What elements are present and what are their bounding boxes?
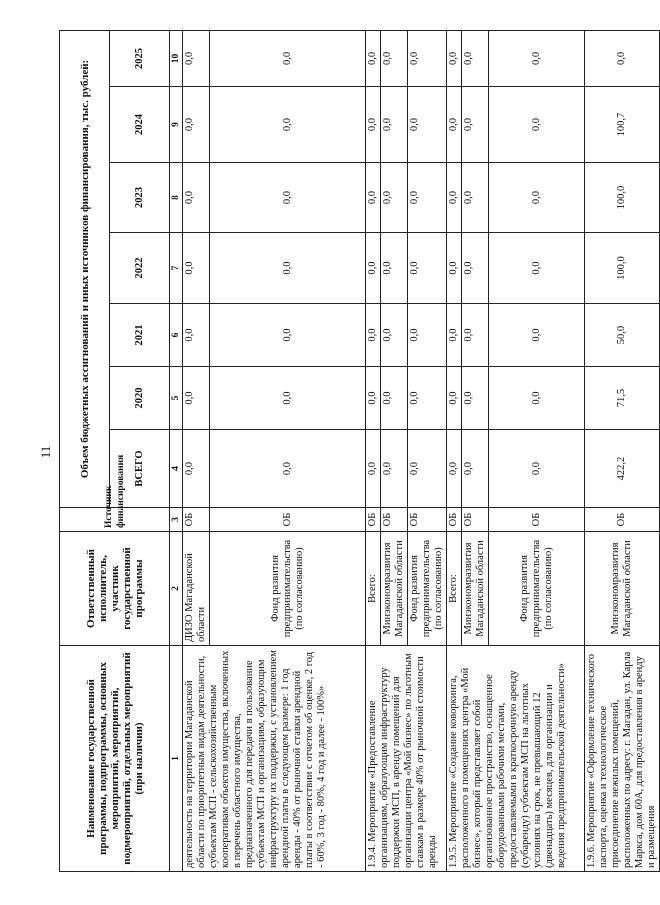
header-source: Источник финансирования xyxy=(60,508,170,532)
value-cell: 100,7 xyxy=(585,87,660,163)
value-cell: 0,0 xyxy=(489,87,585,163)
value-cell: 0,0 xyxy=(183,163,210,233)
value-cell: 0,0 xyxy=(183,304,210,367)
header-year-2022: 2022 xyxy=(110,233,170,304)
value-cell: 0,0 xyxy=(210,304,366,367)
executor-cell: Фонд развития предпринимательства (по согласованию) xyxy=(408,532,447,646)
value-cell: 0,0 xyxy=(183,430,210,508)
value-cell: 0,0 xyxy=(462,87,489,163)
source-cell: ОБ xyxy=(366,508,381,532)
value-cell: 0,0 xyxy=(381,304,408,367)
value-cell: 0,0 xyxy=(462,304,489,367)
table-row xyxy=(447,30,462,871)
executor-cell: Минэкономразвития Магаданской области xyxy=(381,532,408,646)
value-cell: 0,0 xyxy=(447,87,462,163)
col-number: 6 xyxy=(170,304,183,367)
value-cell: 100,0 xyxy=(585,163,660,233)
source-cell: ОБ xyxy=(381,508,408,532)
value-cell: 0,0 xyxy=(408,163,447,233)
value-cell: 0,0 xyxy=(408,430,447,508)
executor-cell: Всего: xyxy=(447,532,462,646)
header-year-2021: 2021 xyxy=(110,304,170,367)
funding-table xyxy=(59,30,660,872)
col-number: 4 xyxy=(170,430,183,508)
measure-name: 1.9.6. Мероприятие «Оформление технического паспорта, оценка и технологическое присоединение нежилых помещений, расположенных по адресу: г. Магадан, ул. Карла Маркса, дом 60А, для предоставления в аренду и размещения xyxy=(585,646,660,872)
executor-cell: Минэкономразвития Магаданской области xyxy=(585,532,660,646)
value-cell: 0,0 xyxy=(462,430,489,508)
value-cell: 100,0 xyxy=(585,233,660,304)
value-cell: 0,0 xyxy=(183,30,210,86)
value-cell: 0,0 xyxy=(210,87,366,163)
col-number: 7 xyxy=(170,233,183,304)
table-row xyxy=(183,30,210,871)
col-number: 8 xyxy=(170,163,183,233)
value-cell: 0,0 xyxy=(366,367,381,430)
value-cell: 0,0 xyxy=(408,87,447,163)
col-number: 2 xyxy=(170,532,183,646)
value-cell: 0,0 xyxy=(381,430,408,508)
column-number-row xyxy=(170,30,183,871)
value-cell: 0,0 xyxy=(489,30,585,86)
value-cell: 0,0 xyxy=(366,30,381,86)
source-cell: ОБ xyxy=(210,508,366,532)
value-cell: 0,0 xyxy=(462,367,489,430)
value-cell: 0,0 xyxy=(366,163,381,233)
value-cell: 0,0 xyxy=(489,233,585,304)
source-cell: ОБ xyxy=(447,508,462,532)
table-row xyxy=(585,30,660,871)
value-cell: 0,0 xyxy=(408,367,447,430)
header-executor: Ответственный исполнитель, участник государственной программы xyxy=(60,532,170,646)
col-number: 1 xyxy=(170,646,183,872)
value-cell: 0,0 xyxy=(408,304,447,367)
rotated-table-container xyxy=(59,31,657,872)
value-cell: 0,0 xyxy=(408,233,447,304)
source-cell: ОБ xyxy=(462,508,489,532)
source-cell: ОБ xyxy=(585,508,660,532)
value-cell: 0,0 xyxy=(210,430,366,508)
header-year-2025: 2025 xyxy=(110,30,170,86)
value-cell: 0,0 xyxy=(210,367,366,430)
value-cell: 0,0 xyxy=(381,30,408,86)
value-cell: 50,0 xyxy=(585,304,660,367)
header-total: ВСЕГО xyxy=(110,430,170,508)
value-cell: 0,0 xyxy=(210,233,366,304)
value-cell: 0,0 xyxy=(381,233,408,304)
table-row xyxy=(366,30,381,871)
value-cell: 0,0 xyxy=(447,163,462,233)
source-cell: ОБ xyxy=(489,508,585,532)
value-cell: 0,0 xyxy=(447,367,462,430)
executor-cell: ДИЗО Магаданской области xyxy=(183,532,210,646)
value-cell: 0,0 xyxy=(462,163,489,233)
executor-cell: Фонд развития предпринимательства (по согласованию) xyxy=(210,532,366,646)
value-cell: 0,0 xyxy=(489,430,585,508)
value-cell: 0,0 xyxy=(366,233,381,304)
value-cell: 0,0 xyxy=(489,304,585,367)
value-cell: 422,2 xyxy=(585,430,660,508)
col-number: 5 xyxy=(170,367,183,430)
value-cell: 0,0 xyxy=(366,430,381,508)
col-number: 3 xyxy=(170,508,183,532)
value-cell: 0,0 xyxy=(462,233,489,304)
value-cell: 0,0 xyxy=(210,163,366,233)
value-cell: 0,0 xyxy=(489,367,585,430)
value-cell: 0,0 xyxy=(408,30,447,86)
executor-cell: Минэкономразвития Магаданской области xyxy=(462,532,489,646)
value-cell: 0,0 xyxy=(183,233,210,304)
source-cell: ОБ xyxy=(183,508,210,532)
value-cell: 0,0 xyxy=(381,163,408,233)
executor-cell: Всего: xyxy=(366,532,381,646)
col-number: 9 xyxy=(170,87,183,163)
page-number: 11 xyxy=(38,445,53,459)
col-number: 10 xyxy=(170,30,183,86)
value-cell: 0,0 xyxy=(447,30,462,86)
executor-cell: Фонд развития предпринимательства (по согласованию) xyxy=(489,532,585,646)
value-cell: 0,0 xyxy=(183,367,210,430)
value-cell: 0,0 xyxy=(381,367,408,430)
header-year-2023: 2023 xyxy=(110,163,170,233)
value-cell: 71,5 xyxy=(585,367,660,430)
header-year-2020: 2020 xyxy=(110,367,170,430)
value-cell: 0,0 xyxy=(381,87,408,163)
header-year-2024: 2024 xyxy=(110,87,170,163)
measure-name: 1.9.4. Мероприятие «Предоставление организациям, образующим инфраструктуру поддержки МСП, в аренду помещений для организации центра «Мой бизнес» по льготным ставкам в размере 40% от рыночной стоимости аренды xyxy=(366,646,447,872)
value-cell: 0,0 xyxy=(585,30,660,86)
header-funding-group: Объем бюджетных ассигнований и иных источников финансирования, тыс. рублей: xyxy=(60,30,110,507)
value-cell: 0,0 xyxy=(366,304,381,367)
value-cell: 0,0 xyxy=(489,163,585,233)
value-cell: 0,0 xyxy=(183,87,210,163)
value-cell: 0,0 xyxy=(210,30,366,86)
value-cell: 0,0 xyxy=(462,30,489,86)
value-cell: 0,0 xyxy=(447,233,462,304)
measure-name: деятельность на территории Магаданской области по приоритетным видам деятельности, субъектам МСП - сельскохозяйственным кооперативам объектов имущества, включенных в перечень областного имущества, предназначенного для передачи в пользование субъектам МСП и организациям, образующим инфраструктуру их поддержки, с установлением арендной платы в следующем размере: 1 год аренды - 40% от рыночной ставки арендной платы в соответствии с отчетом об оценке, 2 год - 60%, 3 год - 80%, 4 год и далее - 100%» xyxy=(183,646,366,872)
measure-name: 1.9.5. Мероприятие «Создание коворкинга, расположенного в помещениях центра «Мой бизнес», который представляет собой организованное пространство, оснащенное оборудованными рабочими местами, предоставляемыми в краткосрочную аренду (субаренду) субъектам МСП на льготных условиях на срок, не превышающий 12 (двенадцать) месяцев, для организации и ведения предпринимательской деятельности» xyxy=(447,646,585,872)
header-name: Наименование государственной программы, подпрограммы, основных мероприятий, мероприятий, подмероприятий, отдельных мероприятий (при наличии) xyxy=(60,646,170,872)
source-cell: ОБ xyxy=(408,508,447,532)
value-cell: 0,0 xyxy=(447,430,462,508)
value-cell: 0,0 xyxy=(447,304,462,367)
value-cell: 0,0 xyxy=(366,87,381,163)
